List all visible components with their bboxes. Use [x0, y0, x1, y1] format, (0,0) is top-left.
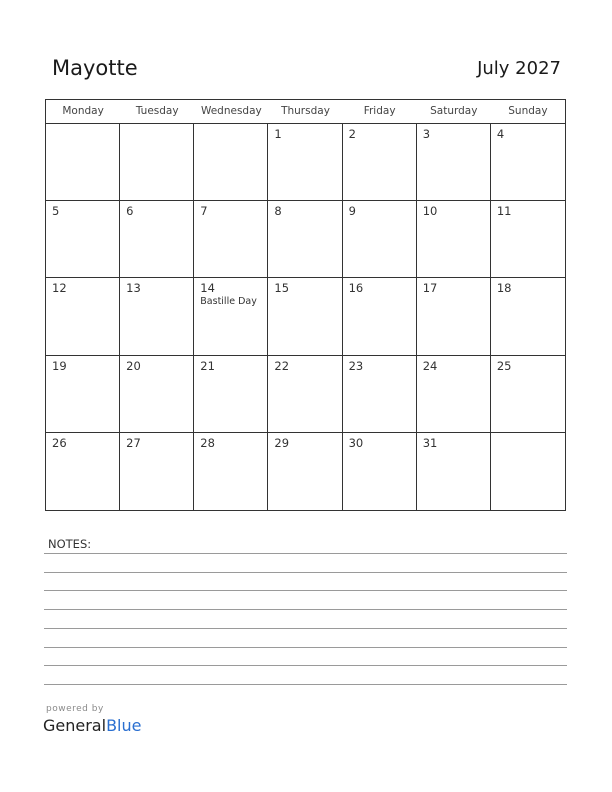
day-number: 27 [126, 435, 141, 450]
weekday-header: Saturday [430, 105, 478, 117]
note-line [44, 628, 567, 629]
day-cell [268, 201, 342, 278]
day-number: 17 [422, 281, 438, 296]
day-cell [417, 433, 491, 510]
day-cell [268, 356, 342, 433]
day-cell [268, 124, 342, 201]
holiday-label: Bastille Day [200, 296, 257, 308]
weekday-header: Thursday [281, 105, 330, 117]
note-line [44, 665, 567, 666]
day-cell [343, 124, 417, 201]
powered-by-text: powered by [46, 704, 104, 714]
day-number: 18 [496, 281, 512, 296]
note-line [44, 553, 567, 554]
day-number: 15 [274, 281, 290, 296]
day-number: 1 [274, 127, 282, 141]
day-cell [194, 433, 268, 510]
generalblue-logo [43, 716, 141, 735]
day-cell [417, 201, 491, 278]
day-number: 28 [200, 435, 215, 450]
day-number: 21 [200, 358, 215, 373]
day-number: 6 [126, 204, 134, 219]
day-number: 7 [200, 204, 208, 219]
day-cell [491, 201, 565, 278]
day-number: 25 [496, 358, 512, 373]
weekday-header-row [46, 100, 565, 124]
day-number: 9 [348, 204, 356, 219]
day-number: 3 [422, 127, 431, 141]
weekday-header: Friday [363, 105, 396, 117]
day-cell [417, 124, 491, 201]
day-number: 2 [348, 127, 356, 141]
day-cell [343, 278, 417, 355]
day-cell [417, 278, 491, 355]
day-cell [46, 201, 120, 278]
day-cells [46, 124, 565, 510]
day-cell [46, 278, 120, 355]
day-cell [417, 356, 491, 433]
day-number: 23 [348, 358, 364, 373]
weekday-header: Monday [62, 105, 104, 117]
day-number: 10 [422, 204, 438, 219]
brand-general: General [43, 716, 107, 735]
day-cell [120, 278, 194, 355]
day-number: 20 [126, 358, 141, 373]
day-cell [343, 201, 417, 278]
weekday-header: Tuesday [135, 105, 179, 117]
day-number: 30 [348, 435, 364, 450]
day-number: 22 [274, 358, 290, 373]
note-line [44, 609, 567, 610]
day-cell [194, 278, 268, 355]
day-cell [194, 201, 268, 278]
day-cell [120, 124, 194, 201]
day-cell [268, 433, 342, 510]
note-line [44, 647, 567, 648]
brand-blue: Blue [106, 716, 142, 735]
day-cell [268, 278, 342, 355]
day-number: 4 [496, 127, 505, 141]
day-number: 24 [422, 358, 438, 373]
day-cell [491, 278, 565, 355]
day-cell [46, 356, 120, 433]
day-cell [46, 433, 120, 510]
weekday-header: Sunday [508, 105, 548, 117]
day-cell [343, 356, 417, 433]
calendar-country-title: Mayotte [52, 56, 138, 80]
weekday-header: Wednesday [200, 105, 262, 117]
day-number: 31 [422, 435, 438, 450]
calendar-grid [45, 99, 566, 511]
day-cell [343, 433, 417, 510]
day-cell [46, 124, 120, 201]
note-line [44, 572, 567, 573]
day-number: 29 [274, 435, 290, 450]
note-line [44, 684, 567, 685]
day-number: 8 [274, 204, 282, 219]
day-cell [491, 433, 565, 510]
day-number: 26 [52, 435, 67, 450]
calendar-month-year: July 2027 [477, 58, 561, 79]
note-line [44, 590, 567, 591]
day-cell [120, 356, 194, 433]
day-number: 14 [200, 281, 215, 296]
day-cell [194, 356, 268, 433]
day-cell [491, 124, 565, 201]
day-number: 12 [52, 281, 67, 296]
notes-label: NOTES: [48, 537, 92, 551]
day-cell [194, 124, 268, 201]
day-number: 13 [126, 281, 141, 296]
day-number: 5 [52, 204, 60, 219]
day-cell [120, 201, 194, 278]
day-cell [120, 433, 194, 510]
day-number: 19 [52, 358, 67, 373]
day-cell [491, 356, 565, 433]
day-number: 16 [348, 281, 364, 296]
day-number: 11 [496, 204, 512, 219]
